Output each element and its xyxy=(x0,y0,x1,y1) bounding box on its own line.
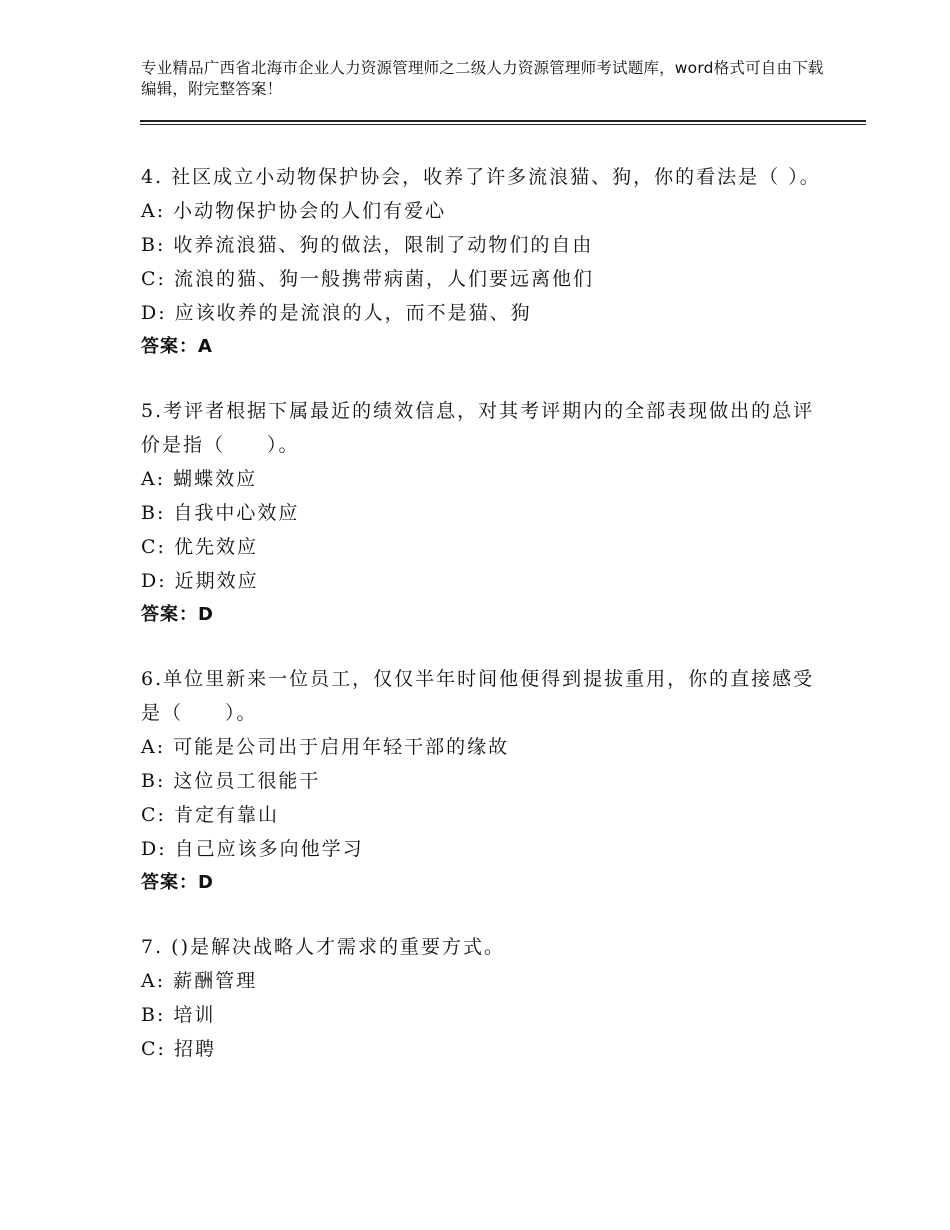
answer-label: 答案：D xyxy=(141,872,214,893)
option-b: B: 自我中心效应 xyxy=(141,502,300,524)
page-header: 专业精品广西省北海市企业人力资源管理师之二级人力资源管理师考试题库，word格式可自由下载编辑，附完整答案！ xyxy=(141,59,824,98)
option-a: A: 可能是公司出于启用年轻干部的缘故 xyxy=(141,736,510,758)
question-stem: 4. 社区成立小动物保护协会，收养了许多流浪猫、狗，你的看法是（ ）。 xyxy=(141,166,821,188)
option-c: C: 招聘 xyxy=(141,1038,216,1060)
option-c: C: 肯定有靠山 xyxy=(141,804,279,826)
question-5 xyxy=(141,394,831,632)
header-divider-thin xyxy=(140,124,866,125)
question-stem: 7. ()是解决战略人才需求的重要方式。 xyxy=(141,936,505,958)
question-stem: 6.单位里新来一位员工，仅仅半年时间他便得到提拔重用，你的直接感受是（ ）。 xyxy=(141,668,815,724)
question-7 xyxy=(141,930,831,1066)
option-a: A: 小动物保护协会的人们有爱心 xyxy=(141,200,447,222)
answer-label: 答案：A xyxy=(141,336,213,357)
question-6 xyxy=(141,662,831,900)
option-d: D: 应该收养的是流浪的人，而不是猫、狗 xyxy=(141,302,532,324)
option-b: B: 收养流浪猫、狗的做法，限制了动物们的自由 xyxy=(141,234,594,256)
option-c: C: 优先效应 xyxy=(141,536,258,558)
question-list xyxy=(141,160,831,1096)
option-a: A: 薪酬管理 xyxy=(141,970,258,992)
option-d: D: 自己应该多向他学习 xyxy=(141,838,364,860)
question-4 xyxy=(141,160,831,364)
option-d: D: 近期效应 xyxy=(141,570,259,592)
option-c: C: 流浪的猫、狗一般携带病菌，人们要远离他们 xyxy=(141,268,594,290)
answer-label: 答案：D xyxy=(141,604,214,625)
option-a: A: 蝴蝶效应 xyxy=(141,468,258,490)
header-divider xyxy=(140,120,866,122)
question-stem: 5.考评者根据下属最近的绩效信息，对其考评期内的全部表现做出的总评价是指（ ）。 xyxy=(141,400,815,456)
option-b: B: 这位员工很能干 xyxy=(141,770,321,792)
option-b: B: 培训 xyxy=(141,1004,216,1026)
